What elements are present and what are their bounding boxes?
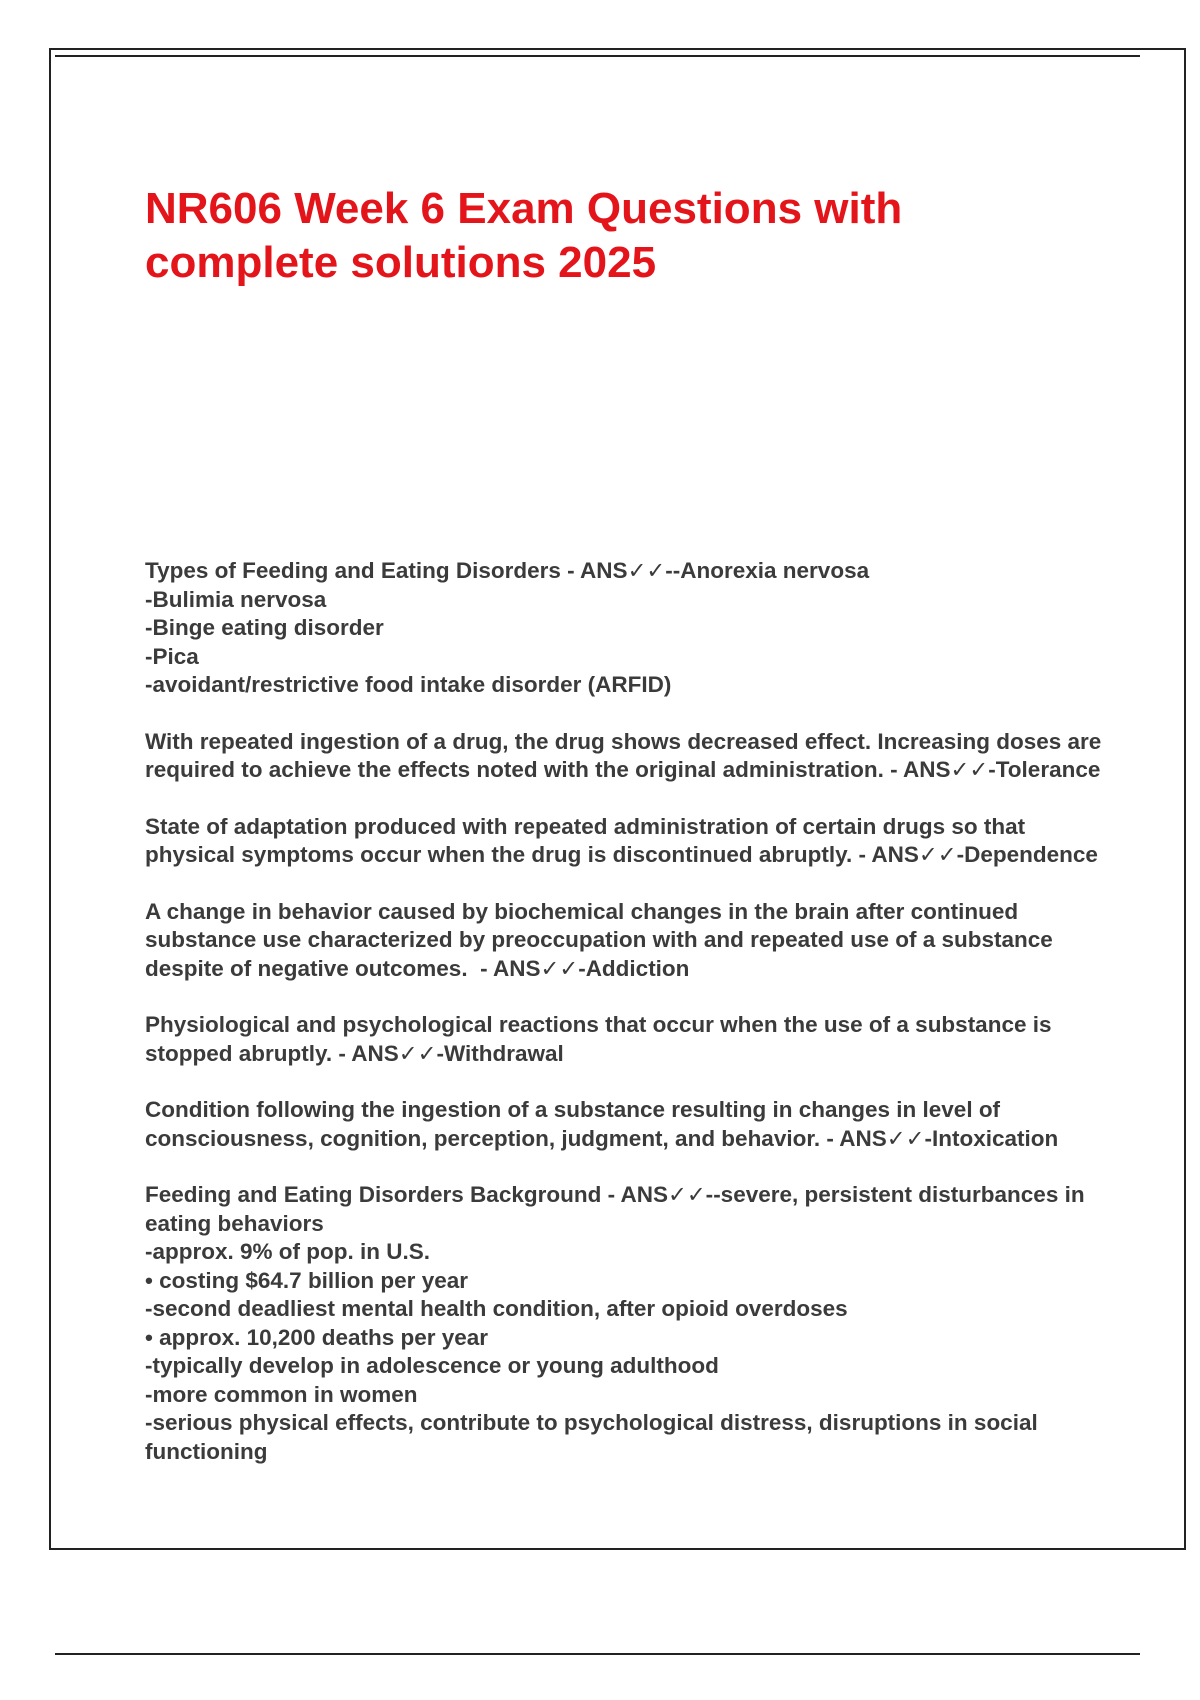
qa-question: State of adaptation produced with repeated administration of certain drugs so that physical symptoms occur when the drug is discontinued abruptly. - ANS✓✓- <box>145 813 1032 867</box>
qa-question: Physiological and psychological reactions that occur when the use of a substance is stopped abruptly. - ANS✓✓- <box>145 1012 1058 1066</box>
qa-item <box>145 1096 1105 1153</box>
qa-item <box>145 898 1105 984</box>
document-title: NR606 Week 6 Exam Questions with complete solutions 2025 <box>145 184 903 287</box>
bottom-rule <box>55 1653 1140 1655</box>
qa-question: Condition following the ingestion of a substance resulting in changes in level of consciousness, cognition, perception, judgment, and behavior. - ANS✓✓- <box>145 1097 1007 1151</box>
qa-item <box>145 728 1108 785</box>
qa-question: Types of Feeding and Eating Disorders - ANS✓✓- <box>145 558 673 583</box>
qa-answer: Dependence <box>964 842 1098 867</box>
qa-answer: Withdrawal <box>443 1040 564 1066</box>
qa-item <box>145 1181 1105 1466</box>
qa-answer: -severe, persistent disturbances in eating behaviors -approx. 9% of pop. in U.S. • costing $64.7 billion per year -second deadliest mental health condition, after opioid overdoses • approx. 10,200 deaths per year -typically develop in adolescence or young adulthood -more common in women -serious physical effects, contribute to psychological distress, disruptions in social functioning <box>145 1182 1085 1464</box>
qa-item <box>145 813 1105 870</box>
qa-item <box>145 1011 1105 1068</box>
top-rule <box>55 55 1140 57</box>
qa-answer: Addiction <box>585 955 690 981</box>
qa-answer: Intoxication <box>931 1125 1059 1151</box>
qa-question: Feeding and Eating Disorders Background - ANS✓✓- <box>145 1182 714 1207</box>
qa-question: A change in behavior caused by biochemical changes in the brain after continued substance use characterized by preoccupation with and repeated use of a substance despite of negative outcomes. - ANS✓✓- <box>145 898 1060 981</box>
qa-answer: Tolerance <box>995 757 1101 782</box>
qa-item <box>145 557 1105 700</box>
qa-question: With repeated ingestion of a drug, the drug shows decreased effect. Increasing doses are required to achieve the effects noted with the original administration. - ANS✓✓- <box>145 728 1108 782</box>
qa-list <box>145 557 1108 1547</box>
qa-answer: -Anorexia nervosa -Bulimia nervosa -Binge eating disorder -Pica -avoidant/restrictive food intake disorder (ARFID) <box>145 558 870 697</box>
